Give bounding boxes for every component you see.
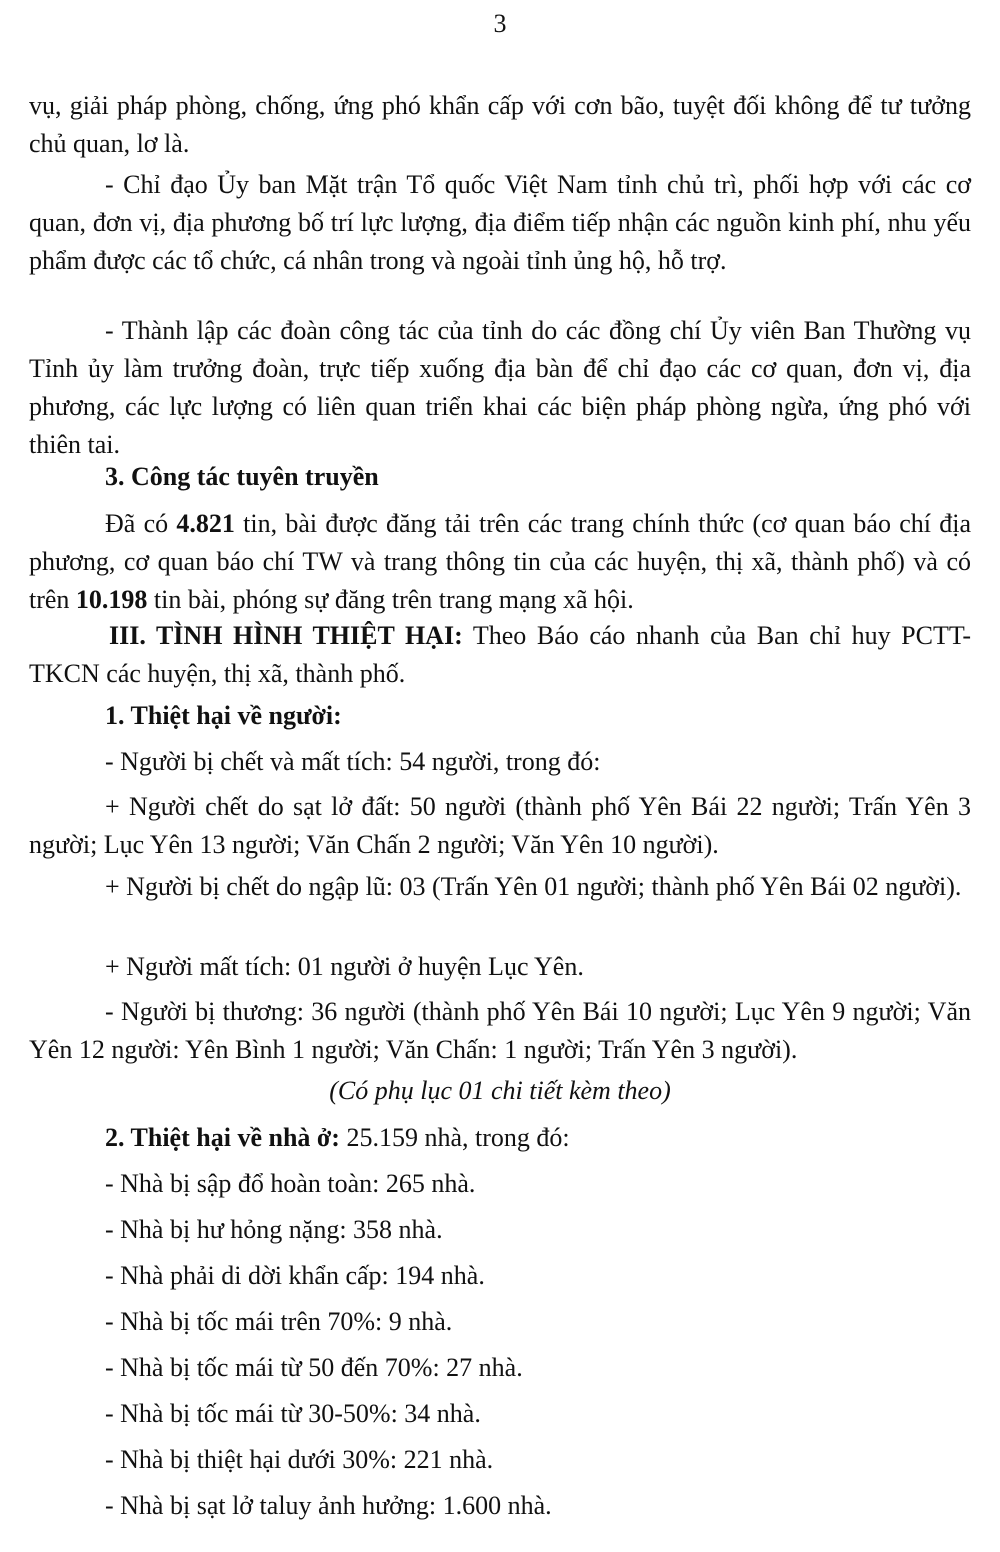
paragraph-propaganda: Đã có 4.821 tin, bài được đăng tải trên các trang chính thức (cơ quan báo chí địa phương, cơ quan báo chí TW và trang thông tin của các huyện, thị xã, thành phố) và có trên 10.198 tin bài, phóng sự đăng trên trang mạng xã hội.	[29, 509, 971, 614]
houses-heading: 2. Thiệt hại về nhà ở: 25.159 nhà, trong đó:	[105, 1123, 570, 1152]
section-iii-heading: III. TÌNH HÌNH THIỆT HẠI:	[109, 621, 463, 650]
landslide-deaths: + Người chết do sạt lở đất: 50 người (thành phố Yên Bái 22 người; Trấn Yên 3 người; Lục Yên 13 người; Văn Chấn 2 người; Văn Yên 10 người).	[29, 792, 971, 859]
paragraph-continuation: vụ, giải pháp phòng, chống, ứng phó khẩn cấp với cơn bão, tuyệt đối không để tư tưởng chủ quan, lơ là.	[29, 91, 971, 158]
house-item: - Nhà phải di dời khẩn cấp: 194 nhà.	[105, 1261, 485, 1290]
paragraph-front-direction: - Chỉ đạo Ủy ban Mặt trận Tổ quốc Việt Nam tỉnh chủ trì, phối hợp với các cơ quan, đơn vị, địa phương bố trí lực lượng, địa điểm tiếp nhận các nguồn kinh phí, nhu yếu phẩm được các tổ chức, cá nhân trong và ngoài tỉnh ủng hộ, hỗ trợ.	[29, 170, 971, 275]
injured-paragraph: - Người bị thương: 36 người (thành phố Yên Bái 10 người; Lục Yên 9 người; Văn Yên 12 người: Yên Bình 1 người; Văn Chấn: 1 người; Trấn Yên 3 người).	[29, 997, 971, 1064]
section-3-heading: 3. Công tác tuyên truyền	[105, 462, 379, 491]
house-item: - Nhà bị tốc mái từ 50 đến 70%: 27 nhà.	[105, 1353, 523, 1382]
house-item: - Nhà bị tốc mái từ 30-50%: 34 nhà.	[105, 1399, 481, 1428]
missing-line: + Người mất tích: 01 người ở huyện Lục Yên.	[105, 952, 584, 981]
house-item: - Nhà bị hư hỏng nặng: 358 nhà.	[105, 1215, 443, 1244]
dead-missing-line: - Người bị chết và mất tích: 54 người, trong đó:	[105, 747, 601, 776]
people-heading: 1. Thiệt hại về người:	[105, 701, 342, 730]
house-item: - Nhà bị sập đổ hoàn toàn: 265 nhà.	[105, 1169, 476, 1198]
house-item: - Nhà bị sạt lở taluy ảnh hưởng: 1.600 nhà.	[105, 1491, 552, 1520]
house-item: - Nhà bị tốc mái trên 70%: 9 nhà.	[105, 1307, 453, 1336]
paragraph-working-groups: - Thành lập các đoàn công tác của tỉnh do các đồng chí Ủy viên Ban Thường vụ Tỉnh ủy làm trưởng đoàn, trực tiếp xuống địa bàn để chỉ đạo các cơ quan, đơn vị, địa phương, các lực lượng có liên quan triển khai các biện pháp phòng ngừa, ứng phó với thiên tai.	[29, 316, 971, 459]
flood-deaths: + Người bị chết do ngập lũ: 03 (Trấn Yên 01 người; thành phố Yên Bái 02 người).	[105, 872, 962, 901]
section-iii-paragraph: III. TÌNH HÌNH THIỆT HẠI: Theo Báo cáo nhanh của Ban chỉ huy PCTT-TKCN các huyện, thị xã, thành phố.	[29, 621, 971, 688]
page-number: 3	[493, 9, 507, 38]
appendix-note: (Có phụ lục 01 chi tiết kèm theo)	[329, 1076, 671, 1105]
house-item: - Nhà bị thiệt hại dưới 30%: 221 nhà.	[105, 1445, 494, 1474]
